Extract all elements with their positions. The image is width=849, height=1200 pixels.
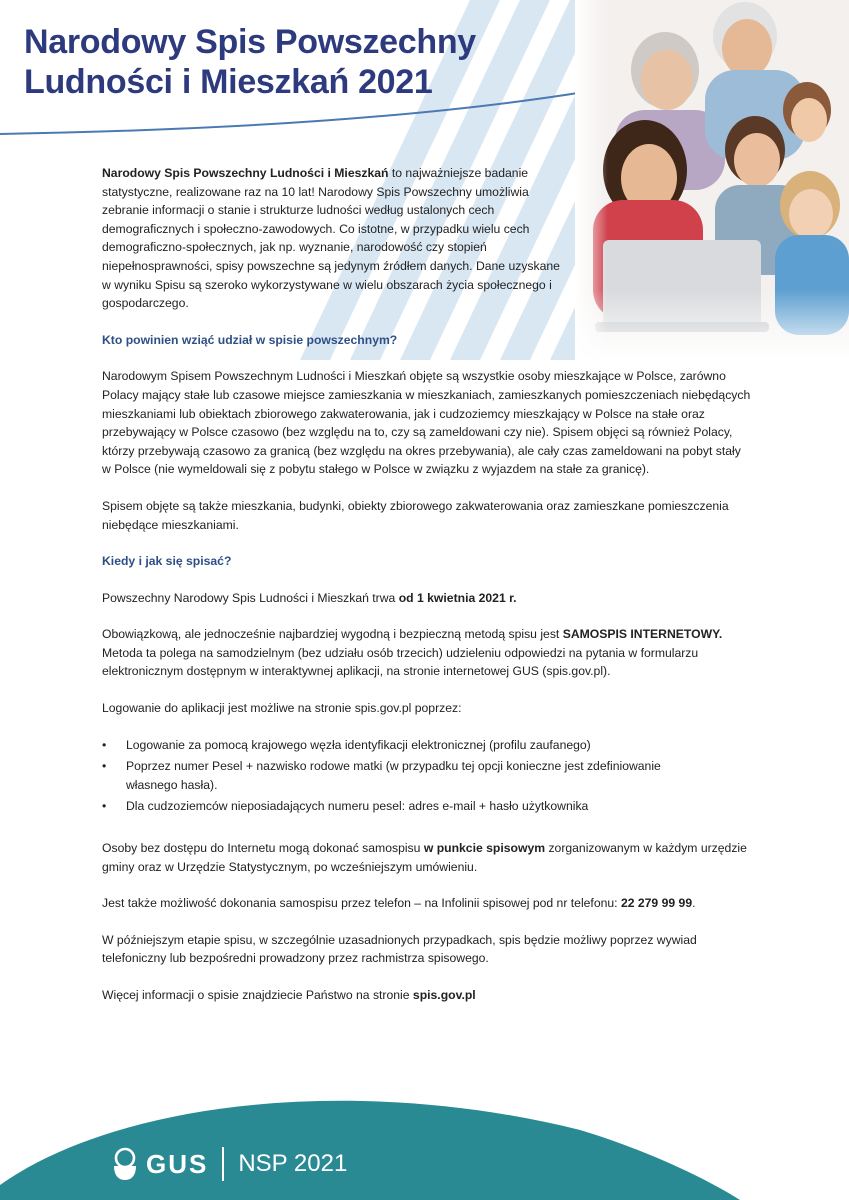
title-line-2: Ludności i Mieszkań 2021 — [24, 63, 433, 101]
bullet-icon: • — [102, 799, 107, 814]
offline-text: Osoby bez dostępu do Internetu mogą dokonać samospisu — [102, 841, 424, 856]
more-info-paragraph — [102, 986, 752, 1005]
later-paragraph: W późniejszym etapie spisu, w szczególnie uzasadnionych przypadkach, spis będzie możliwy poprzez wywiad telefoniczny lub bezpośredni prowadzony przez rachmistrza spisowego. — [102, 932, 697, 966]
phone-end: . — [692, 896, 696, 911]
login-options-list — [102, 736, 752, 816]
section-when-heading: Kiedy i jak się spisać? — [102, 554, 232, 569]
census-period-date: od 1 kwietnia 2021 r. — [398, 590, 517, 605]
main-content — [102, 164, 752, 1023]
footer-separator — [222, 1147, 224, 1181]
offline-paragraph — [102, 839, 752, 876]
more-info-text: Więcej informacji o spisie znajdziecie Państwo na stronie — [102, 988, 413, 1002]
list-item-text: Logowanie za pomocą krajowego węzła identyfikacji elektronicznej (profilu zaufanego) — [126, 737, 591, 752]
method-rest: Metoda ta polega na samodzielnym (bez udziału osób trzecich) udzieleniu odpowiedzi na pytania w formularzu elektronicznym dostępnym w interaktywnej aplikacji, na stronie internetowej GUS (spis.gov.pl). — [102, 645, 699, 679]
footer-logo — [110, 1142, 347, 1186]
intro-paragraph — [102, 164, 564, 313]
login-intro: Logowanie do aplikacji jest możliwe na stronie spis.gov.pl poprzez: — [102, 701, 462, 716]
method-paragraph — [102, 625, 752, 681]
offline-rest: zorganizowanym w każdym urzędzie gminy oraz w Urzędzie Statystycznym, po wcześniejszym umówieniu. — [102, 841, 747, 874]
method-bold: SAMOSPIS INTERNETOWY. — [562, 627, 723, 642]
gus-logo-text: GUS — [146, 1148, 209, 1179]
list-item-text: Dla cudzoziemców nieposiadających numeru pesel: adres e-mail + hasło użytkownika — [126, 799, 589, 814]
bullet-icon: • — [102, 759, 107, 774]
method-text: Obowiązkową, ale jednocześnie najbardziej wygodną i bezpieczną metodą spisu jest — [102, 627, 563, 642]
section-who-paragraph-2: Spisem objęte są także mieszkania, budynki, obiekty zbiorowego zakwaterowania oraz zamieszkane pomieszczenia niebędące mieszkaniami. — [102, 498, 729, 532]
section-who-paragraph-1: Narodowym Spisem Powszechnym Ludności i Mieszkań objęte są wszystkie osoby mieszkające w Polsce, zarówno Polacy mający stałe lub czasowe miejsce zamieszkania w mieszkaniach, zamieszkanych pomieszczeniach niebędących mieszkaniami lub obiektach zbiorowego zakwaterowania, jak i cudzoziemcy mieszkający w Polsce na stałe oraz przebywający w Polsce czasowo (bez względu na to, czy są zameldowani czy nie). Spisem objęci są również Polacy, którzy przebywają czasowo za granicą (bez względu na okres przebywania), ale cały czas zameldowani na pobyt stały w Polsce (nie wymeldowali się z pobytu stałego w Polsce w związku z wyjazdem na stałe za granicę). — [102, 369, 751, 477]
offline-bold: w punkcie spisowym — [423, 841, 546, 856]
bullet-icon: • — [102, 737, 107, 752]
census-period — [102, 589, 752, 608]
more-info-link: spis.gov.pl — [412, 988, 476, 1002]
phone-text: Jest także możliwość dokonania samospisu przez telefon – na Infolinii spisowej pod nr telefonu: — [102, 896, 621, 911]
census-period-text: Powszechny Narodowy Spis Ludności i Mieszkań trwa — [102, 590, 399, 605]
intro-text: to najważniejsze badanie statystyczne, realizowane raz na 10 lat! Narodowy Spis Powszechny umożliwia zebranie informacji o stanie i strukturze ludności według ustalonych cech demograficznych i społeczno-zawodowych. Co istotne, w przypadku wielu cech demograficzno-społecznych, jak np. wyznanie, narodowość czy stopień niepełnosprawności, spisy powszechne są jedynym źródłem danych. Dane uzyskane w wyniku Spisu są szeroko wykorzystywane w wielu obszarach życia społecznego i gospodarczego. — [102, 166, 560, 311]
intro-bold-lead: Narodowy Spis Powszechny Ludności i Mieszkań — [102, 166, 389, 180]
list-item — [102, 757, 674, 794]
page-title — [24, 22, 476, 102]
list-item-text: Poprzez numer Pesel + nazwisko rodowe matki (w przypadku tej opcji konieczne jest zdefiniowanie własnego hasła). — [126, 759, 661, 792]
phone-number: 22 279 99 99 — [620, 896, 693, 911]
section-who-heading: Kto powinien wziąć udział w spisie powszechnym? — [102, 332, 398, 347]
gus-logo-icon — [110, 1146, 140, 1182]
list-item — [102, 797, 674, 816]
phone-paragraph — [102, 894, 752, 913]
nsp-logo-text: NSP 2021 — [238, 1150, 348, 1177]
title-line-1: Narodowy Spis Powszechny — [24, 23, 476, 61]
list-item — [102, 736, 674, 755]
